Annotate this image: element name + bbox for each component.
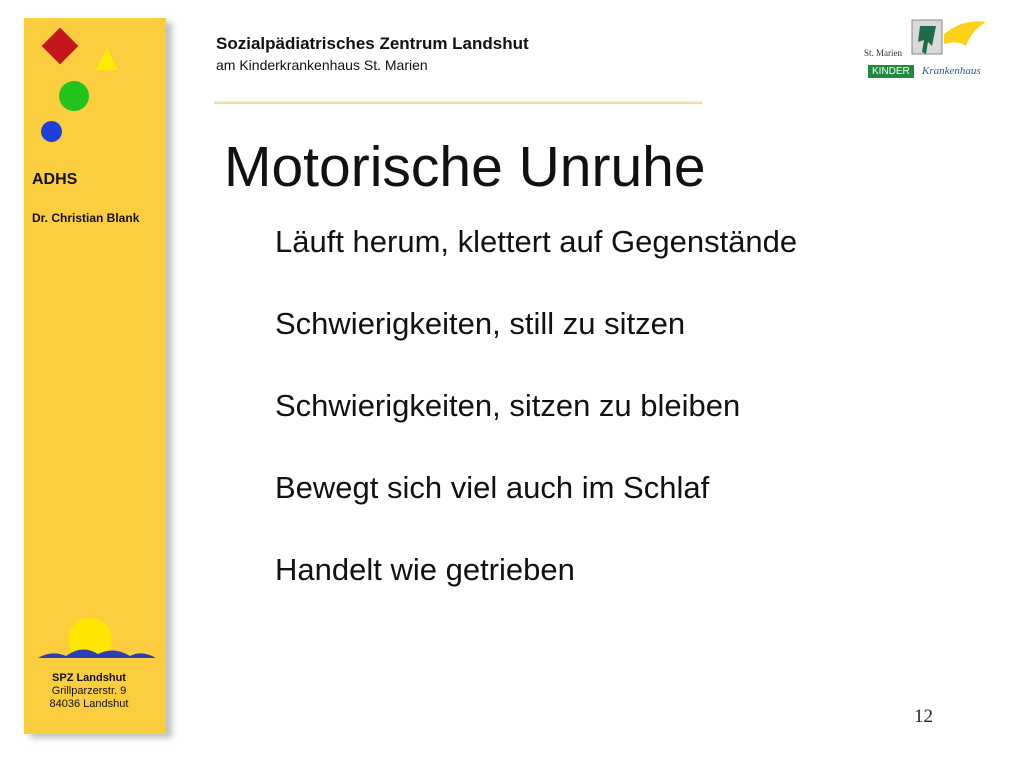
- page-number: 12: [914, 706, 933, 727]
- bullet-item: Bewegt sich viel auch im Schlaf: [275, 470, 710, 505]
- header-subtitle: am Kinderkrankenhaus St. Marien: [216, 57, 428, 73]
- address-name: SPZ Landshut: [52, 672, 126, 684]
- sidebar-author: Dr. Christian Blank: [32, 211, 140, 225]
- green-circle-icon: [59, 81, 89, 111]
- logo-krankenhaus-label: Krankenhaus: [922, 65, 981, 77]
- st-marien-emblem-icon: [906, 16, 988, 64]
- bullet-item: Schwierigkeiten, still zu sitzen: [275, 306, 686, 341]
- sun-over-waves-logo: [38, 618, 158, 664]
- yellow-triangle-icon: [96, 48, 118, 70]
- header-organization: Sozialpädiatrisches Zentrum Landshut: [216, 34, 529, 53]
- logo-kinder-label: KINDER: [868, 65, 914, 78]
- sidebar-topic: ADHS: [32, 171, 78, 188]
- blue-circle-icon: [41, 121, 62, 142]
- header-divider: [214, 101, 702, 104]
- red-diamond-icon: [42, 28, 79, 65]
- sidebar-address: [24, 672, 154, 711]
- address-street: Grillparzerstr. 9: [51, 685, 127, 697]
- slide-title: Motorische Unruhe: [224, 135, 706, 199]
- bullet-item: Schwierigkeiten, sitzen zu bleiben: [275, 388, 741, 423]
- bullet-item: Läuft herum, klettert auf Gegenstände: [275, 224, 798, 259]
- bullet-item: Handelt wie getrieben: [275, 552, 575, 587]
- sidebar: [24, 18, 166, 734]
- address-city: 84036 Landshut: [49, 698, 129, 710]
- hospital-logo: [858, 16, 988, 82]
- logo-st-marien: St. Marien: [864, 48, 902, 58]
